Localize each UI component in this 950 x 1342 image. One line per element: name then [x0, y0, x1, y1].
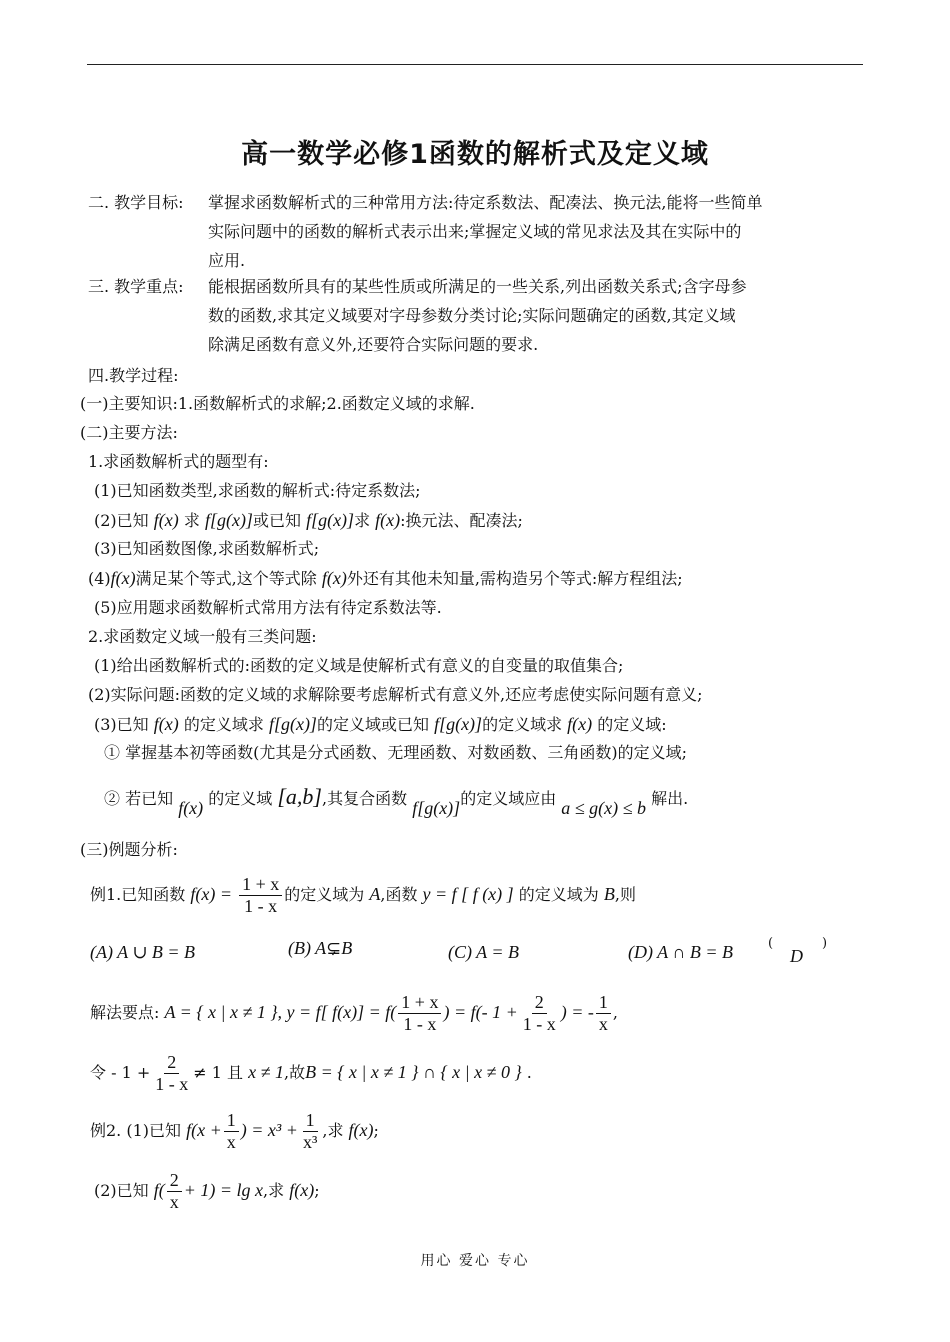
m2-item-1: (1)给出函数解析式的:函数的定义域是使解析式有意义的自变量的取值集合;	[94, 656, 624, 675]
example-2-part-2	[94, 1162, 320, 1219]
text: (2)已知	[94, 511, 149, 530]
text: 例2. (1)已知	[90, 1121, 182, 1140]
choice-c: (C) A = B	[448, 942, 519, 962]
math: f(	[153, 1180, 165, 1200]
math: ) = -	[560, 1002, 594, 1022]
math-A: A	[369, 884, 381, 904]
denominator: 1 - x	[403, 1014, 437, 1034]
text: ,则	[614, 885, 636, 904]
math-fgx: f[g(x)]	[268, 714, 317, 734]
denominator: x³	[302, 1132, 318, 1152]
process-heading: 四.教学过程:	[88, 366, 179, 385]
math-B: B	[603, 884, 615, 904]
math-fx: f(x)	[289, 1180, 315, 1200]
numerator: 1	[224, 1110, 239, 1132]
goals-line-2: 实际问题中的函数的解析式表示出来;掌握定义域的常见求法及其在实际中的	[208, 222, 742, 241]
math-fx: f(x)	[375, 510, 401, 530]
text: 的定义域求	[183, 715, 264, 734]
page-footer: 用心 爱心 专心	[420, 1253, 530, 1269]
fraction	[239, 874, 282, 916]
m1-item-3: (3)已知函数图像,求函数解析式;	[94, 539, 320, 558]
fraction	[596, 992, 611, 1034]
denominator: 1 - x	[155, 1074, 189, 1094]
math: ) = x³ +	[240, 1120, 298, 1140]
m1-item-5: (5)应用题求函数解析式常用方法有待定系数法等.	[94, 598, 442, 617]
goals-line-1: 掌握求函数解析式的三种常用方法:待定系数法、配凑法、换元法,能将一些简单	[208, 193, 763, 212]
text: 令 - 1 +	[90, 1063, 151, 1082]
text: 的定义域:	[597, 715, 667, 734]
methods-heading: (二)主要方法:	[80, 423, 178, 442]
math: A = { x | x ≠ 1 }, y = f[ f(x)] = f(	[164, 1002, 397, 1022]
header-rule	[87, 64, 863, 65]
denominator: x	[169, 1192, 179, 1212]
text: :换元法、配凑法;	[400, 511, 523, 530]
fraction	[152, 1052, 191, 1094]
answer: D	[790, 946, 803, 966]
math-fgx: f[g(x)]	[412, 798, 461, 818]
focus-line-1: 能根据函数所具有的某些性质或所满足的一些关系,列出函数关系式;含字母参	[208, 277, 747, 296]
text: (3)已知	[94, 715, 149, 734]
focus-block	[208, 272, 746, 359]
text: 解法要点:	[90, 1003, 160, 1022]
m1-title: 1.求函数解析式的题型有:	[88, 452, 269, 471]
text: 的定义域或已知	[316, 715, 429, 734]
numerator: 2	[532, 992, 547, 1014]
text: ,函数	[380, 885, 418, 904]
example-1	[90, 866, 636, 923]
text: 的定义域求	[482, 715, 563, 734]
example-2-part-1	[90, 1102, 379, 1159]
m1-item-4	[88, 564, 683, 593]
math: f(x +	[186, 1120, 222, 1140]
m2-title: 2.求函数定义域一般有三类问题:	[88, 627, 317, 646]
text: ② 若已知	[104, 789, 174, 808]
numerator: 1 + x	[398, 992, 441, 1014]
text: (2)已知	[94, 1181, 149, 1200]
subset-symbol: ⊊	[326, 938, 342, 958]
text: (B) A	[288, 938, 327, 958]
page-title: 高一数学必修1函数的解析式及定义域	[241, 139, 709, 170]
m1-item-2	[94, 506, 523, 535]
math: B = { x | x ≠ 1 } ∩ { x | x ≠ 0 }	[305, 1062, 522, 1082]
fraction	[167, 1170, 182, 1212]
text: 求	[183, 511, 200, 530]
goals-block	[208, 188, 762, 275]
math-fx: f(x)	[153, 714, 179, 734]
math-fgx: f[g(x)]	[434, 714, 483, 734]
math: + 1) = lg x	[183, 1180, 264, 1200]
m2-sub-1: ① 掌握基本初等函数(尤其是分式函数、无理函数、对数函数、三角函数)的定义域;	[104, 743, 687, 762]
choice-a: (A) A ∪ B = B	[90, 942, 196, 962]
text: 或已知	[252, 511, 301, 530]
focus-label: 三. 教学重点:	[88, 277, 184, 296]
numerator: 1	[303, 1110, 318, 1132]
text: ≠ 1 且	[193, 1063, 244, 1082]
text: 解出.	[651, 789, 689, 808]
choice-b	[288, 934, 352, 963]
m2-sub-2	[104, 780, 688, 816]
math-fx: f(x)	[153, 510, 179, 530]
focus-line-2: 数的函数,求其定义域要对字母参数分类讨论;实际问题确定的函数,其定义域	[208, 306, 736, 325]
goals-label: 二. 教学目标:	[88, 193, 184, 212]
math-fx: f(x)	[348, 1120, 374, 1140]
text: B	[341, 938, 353, 958]
math: x ≠ 1	[248, 1062, 284, 1082]
text: 外还有其他未知量,需构造另个等式:解方程组法;	[346, 569, 683, 588]
math-fx: f(x) =	[190, 884, 232, 904]
text: 的定义域为	[284, 885, 365, 904]
denominator: x	[598, 1014, 608, 1034]
text: 例1.已知函数	[90, 885, 186, 904]
math-fx: f(x)	[567, 714, 593, 734]
text: (4)	[88, 569, 111, 588]
solution-line-2	[90, 1044, 532, 1101]
text: ;	[314, 1181, 320, 1200]
knowledge-line: (一)主要知识:1.函数解析式的求解;2.函数定义域的求解.	[80, 394, 475, 413]
text: ,	[612, 1003, 618, 1022]
focus-line-3: 除满足函数有意义外,还要符合实际问题的要求.	[208, 335, 539, 354]
text: ,求	[263, 1181, 285, 1200]
numerator: 2	[164, 1052, 179, 1074]
math-fx: f(x)	[178, 798, 204, 818]
text: ,其复合函数	[322, 789, 408, 808]
math-inequality: a ≤ g(x) ≤ b	[561, 798, 647, 818]
text: ;	[373, 1121, 379, 1140]
text: 的定义域为	[518, 885, 599, 904]
choice-d: (D) A ∩ B = B	[628, 942, 733, 962]
fraction	[520, 992, 559, 1034]
math-fgx: f[g(x)]	[306, 510, 355, 530]
math-y: y = f [ f (x) ]	[422, 884, 514, 904]
m2-item-2: (2)实际问题:函数的定义域的求解除要考虑解析式有意义外,还应考虑使实际问题有意义;	[88, 685, 703, 704]
examples-heading: (三)例题分析:	[80, 840, 178, 859]
answer-open: (	[768, 936, 774, 951]
text: 求	[354, 511, 371, 530]
numerator: 1	[596, 992, 611, 1014]
fraction	[224, 1110, 239, 1152]
text: ,求	[322, 1121, 344, 1140]
math-interval: [a,b]	[277, 784, 322, 809]
goals-line-3: 应用.	[208, 251, 246, 270]
denominator: x	[226, 1132, 236, 1152]
text: .	[526, 1063, 532, 1082]
answer-close: )	[822, 936, 828, 951]
text: 的定义域	[208, 789, 273, 808]
m2-item-3	[94, 710, 667, 739]
fraction	[300, 1110, 320, 1152]
m1-item-1: (1)已知函数类型,求函数的解析式:待定系数法;	[94, 481, 421, 500]
numerator: 2	[167, 1170, 182, 1192]
text: ,故	[284, 1063, 306, 1082]
math-fgx: f[g(x)]	[204, 510, 253, 530]
math: ) = f(- 1 +	[443, 1002, 518, 1022]
text: 的定义域应由	[460, 789, 557, 808]
math-fx: f(x)	[321, 568, 347, 588]
numerator: 1 + x	[239, 874, 282, 896]
math-fx: f(x)	[110, 568, 136, 588]
fraction	[398, 992, 441, 1034]
text: 满足某个等式,这个等式除	[135, 569, 317, 588]
solution-line-1	[90, 984, 618, 1041]
denominator: 1 - x	[244, 896, 278, 916]
denominator: 1 - x	[522, 1014, 556, 1034]
